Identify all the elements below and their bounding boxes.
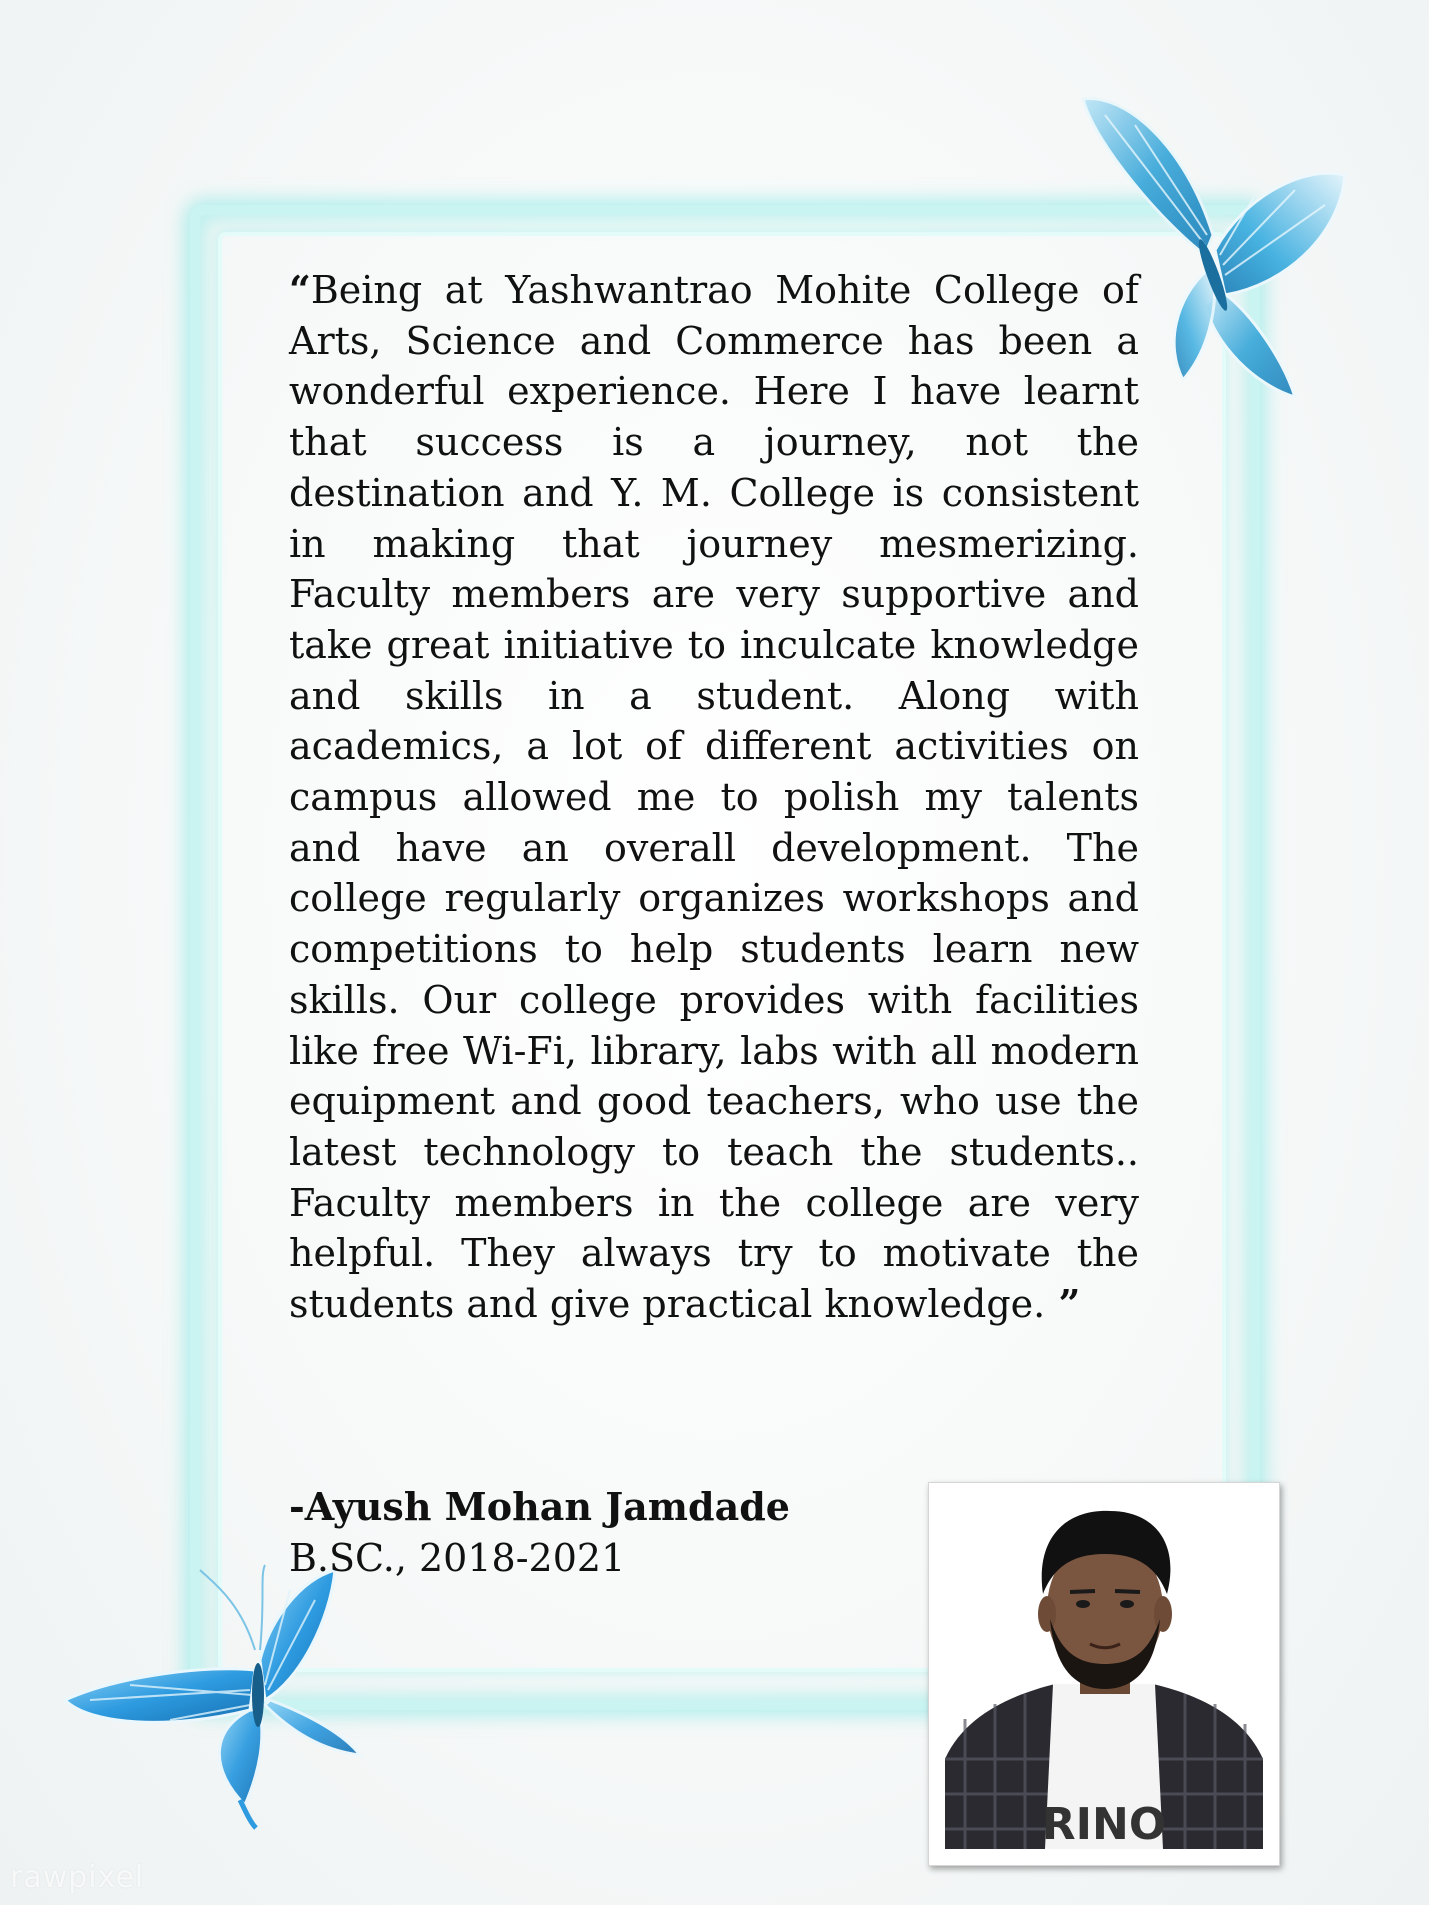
watermark: rawpixel [10,1860,145,1895]
testimonial-body: Being at Yashwantrao Mohite College of Arts, Science and Commerce has been a wonderful experience. Here I have learnt that success is a journey, not the destination and Y. M. College is consistent in making that journey mesmerizing. Faculty members are very supportive and take great initiative to inculcate knowledge and skills in a student. Along with academics, a lot of different activities on campus allowed me to polish my talents and have an overall development. The college regularly organizes workshops and competitions to help students learn new skills. Our college provides with facilities like free Wi-Fi, library, labs with all modern equipment and good teachers, who use the latest technology to teach the students.. Faculty members in the college are very helpful. They always try to motivate the students and give practical knowledge. [289,268,1139,1327]
portrait-image [945,1499,1263,1849]
author-course: B.SC., 2018-2021 [289,1536,626,1580]
shirt-print-text: RINO [1041,1799,1167,1849]
butterfly-icon [60,1560,380,1834]
author-photo [928,1482,1280,1866]
testimonial-text [289,265,1139,1330]
close-quote-mark: ” [1045,1281,1081,1327]
open-quote-mark: “ [289,267,311,312]
author-name: -Ayush Mohan Jamdade [289,1484,790,1529]
